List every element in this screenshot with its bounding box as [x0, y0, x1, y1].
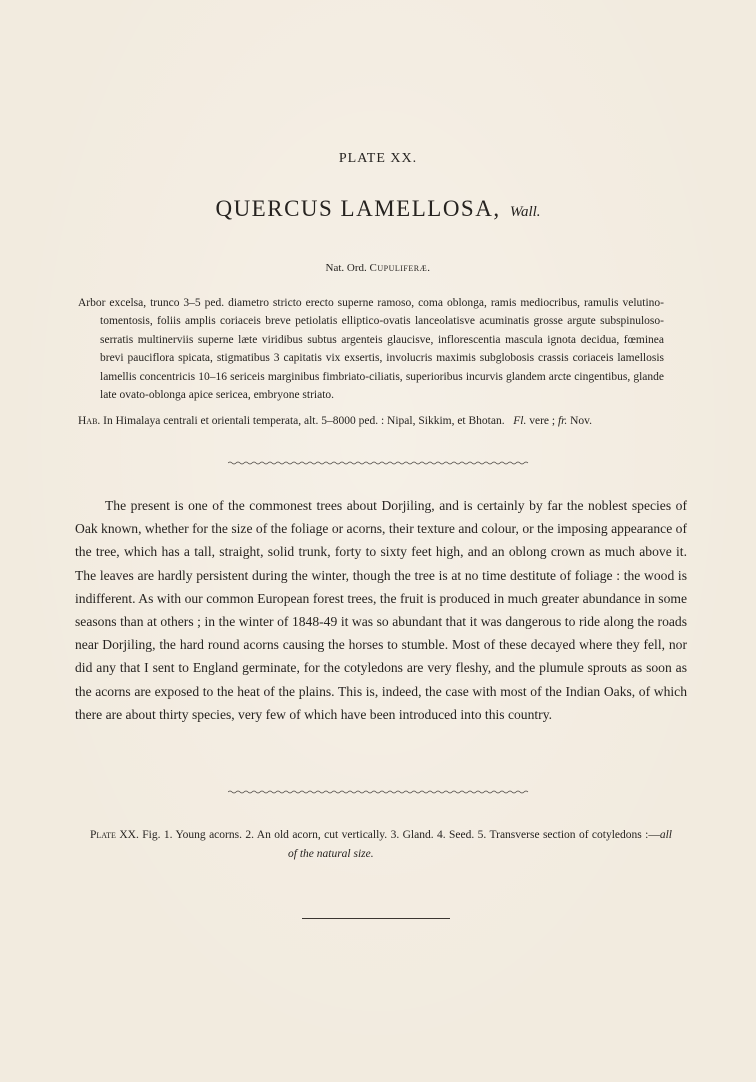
- species-title: [0, 196, 756, 222]
- fruiting-label: fr.: [557, 415, 568, 427]
- latin-description: Arbor excelsa, trunco 3–5 ped. diametro stricto erecto superne ramoso, coma oblonga, ramis mediocribus, ramulis velutino-tomentosis, foliis amplis coriaceis breve petiolatis elliptico-ovatis lanceolatisve acuminatis grosse argute subspinuloso-serratis multinerviis superne læte viridibus subtus argenteis glaucisve, inflorescentia mascula ignota decidua, fœminea brevi pauciflora spicata, stigmatibus 3 capitatis vix exsertis, involucris maximis subglobosis crassis coriaceis lamellosis lamellis concentricis 10–16 sericeis marginibus fimbriato-ciliatis, superioribus incurvis glandem arcte cingentibus, glande late ovato-oblonga apice sericea, embryone striato.: [78, 297, 664, 402]
- flowering-text: vere ;: [529, 415, 556, 427]
- natural-order: [0, 262, 756, 274]
- natural-order-prefix: Nat. Ord.: [325, 262, 367, 274]
- caption-plate-label: Plate XX.: [90, 829, 139, 841]
- caption-size-note: all of the natural size.: [288, 829, 672, 860]
- species-name: QUERCUS LAMELLOSA,: [215, 196, 501, 221]
- habitat-label: Hab.: [78, 415, 101, 427]
- body-paragraph: The present is one of the commonest trees about Dorjiling, and is certainly by far the noblest species of Oak known, whether for the size of the foliage or acorns, their texture and colour, or the imposing appearance of the tree, which has a tall, straight, solid trunk, forty to sixty feet high, and an oblong crown as much above it. The leaves are hardly persistent during the winter, though the tree is at no time destitute of foliage : the wood is indifferent. As with our common European forest trees, the fruit is produced in much greater abundance in some seasons than at others ; in the winter of 1848-49 it was so abundant that it was dangerous to ride along the roads near Dorjiling, the hard round acorns causing the horses to stumble. Most of these decayed where they fell, nor did any that I sent to England germinate, for the cotyledons are very fleshy, and the plumule sprouts as soon as the acorns are exposed to the heat of the plains. This is, indeed, the case with most of the Indian Oaks, of which there are about thirty species, very few of which have been introduced into this country.: [75, 498, 687, 722]
- habitat-text: In Himalaya centrali et orientali temperata, alt. 5–8000 ped. : Nipal, Sikkim, et Bhotan.: [103, 415, 505, 427]
- habitat-line: [78, 412, 668, 430]
- fruiting-text: Nov.: [570, 415, 593, 427]
- caption-figures: Fig. 1. Young acorns. 2. An old acorn, cut vertically. 3. Gland. 4. Seed. 5. Transverse section of cotyledons :—: [142, 829, 660, 841]
- plate-caption: [90, 826, 672, 864]
- species-authority: Wall.: [509, 204, 541, 220]
- natural-order-name: Cupuliferæ.: [369, 262, 431, 274]
- closing-rule: [302, 918, 450, 919]
- wavy-divider-bottom: [228, 790, 530, 794]
- flowering-label: Fl.: [513, 415, 527, 427]
- plate-number: PLATE XX.: [338, 151, 418, 166]
- wavy-divider-top: [228, 461, 530, 465]
